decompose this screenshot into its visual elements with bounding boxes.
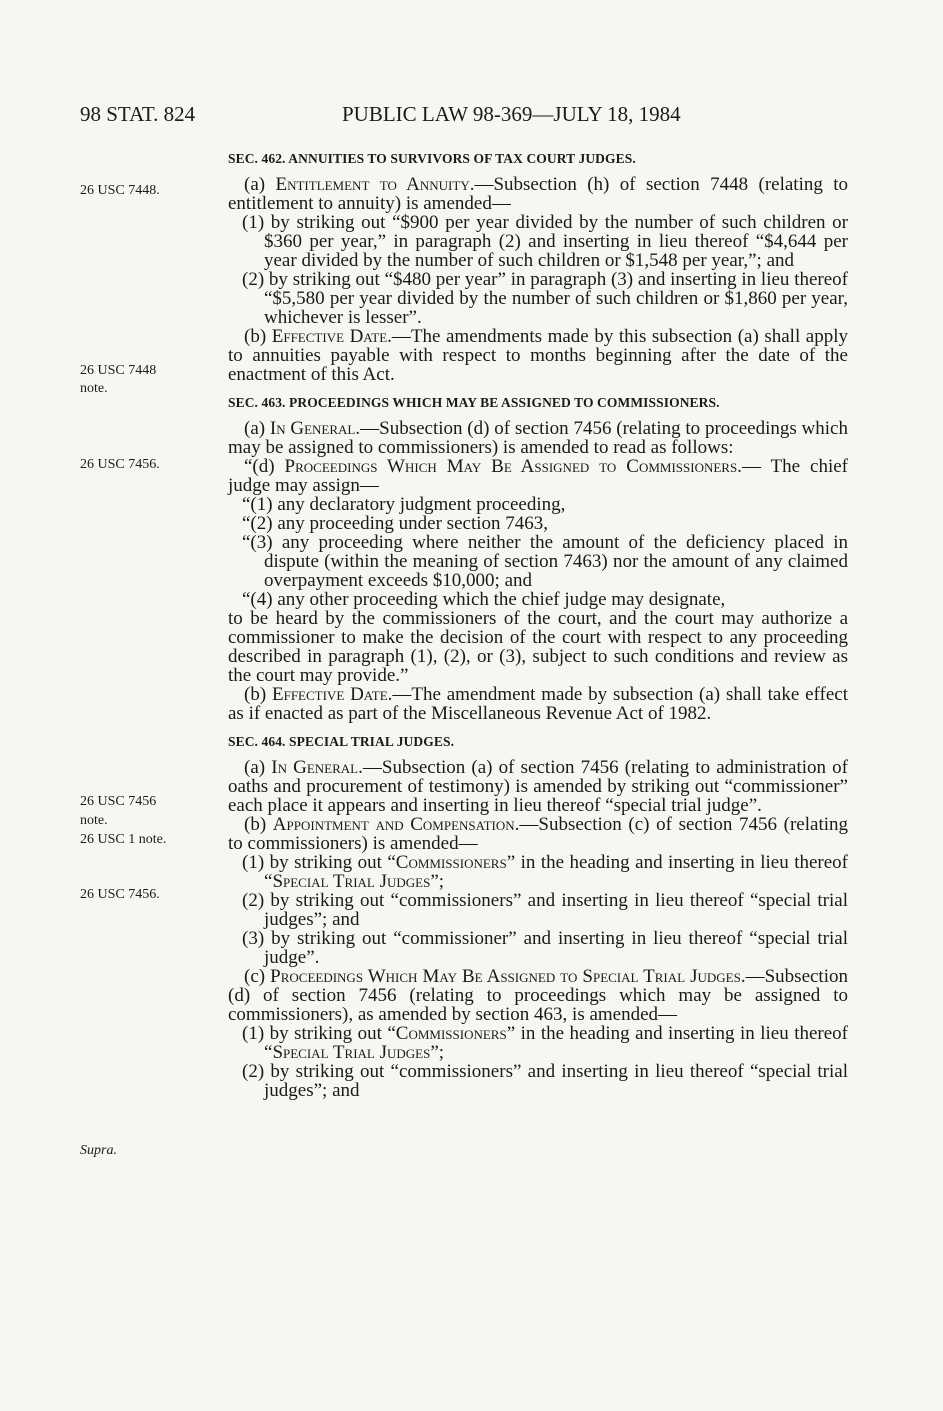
margin-note-26usc7448: 26 USC 7448.	[80, 183, 160, 198]
sec464-subsection-c: (c) Proceedings Which May Be Assigned to Special Trial Judges.—Subsection (d) of section 7456 (relating to proceedings which may be assigned to commissioners), as amended by section 463, is amended—	[228, 966, 848, 1025]
sec462-a-title: Entitlement to Annuity.	[275, 174, 475, 195]
page-header	[80, 102, 730, 132]
sec464-c-item-2: (2) by striking out “commissioners” and inserting in lieu thereof “special trial judges”; and	[242, 1061, 848, 1101]
sec464-b-item-2: (2) by striking out “commissioners” and inserting in lieu thereof “special trial judges”; and	[242, 890, 848, 930]
margin-note-26usc7448-note: 26 USC 7448	[80, 363, 157, 378]
sec462-subsection-b: (b) Effective Date.—The amendments made by this subsection (a) shall apply to annuities payable with respect to months beginning after the date of the enactment of this Act.	[228, 326, 849, 385]
sec463-subsection-b: (b) Effective Date.—The amendment made by subsection (a) shall take effect as if enacted as part of the Miscellaneous Revenue Act of 1982.	[228, 684, 849, 724]
document-body	[228, 150, 848, 1100]
margin-note-26usc7456-b: 26 USC 7456.	[80, 887, 160, 902]
section-462-heading: SEC. 462. ANNUITIES TO SURVIVORS OF TAX COURT JUDGES.	[228, 151, 636, 166]
sec464-b-item-3: (3) by striking out “commissioner” and inserting in lieu thereof “special trial judge”.	[242, 928, 848, 968]
margin-note-note-label: note.	[80, 381, 108, 396]
law-title-date: PUBLIC LAW 98-369—JULY 18, 1984	[342, 102, 681, 126]
sec463-d-item-1: “(1) any declaratory judgment proceeding,	[242, 494, 566, 515]
sec463-d-tail: to be heard by the commissioners of the court, and the court may authorize a commissioner to make the decision of the court with respect to any proceeding described in paragraph (1), (2), or (3), subject to such conditions and review as the court may provide.”	[228, 608, 848, 686]
sec463-subsection-a: (a) In General.—Subsection (d) of section 7456 (relating to proceedings which may be assigned to commissioners) is amended to read as follows:	[228, 418, 848, 458]
section-463-heading: SEC. 463. PROCEEDINGS WHICH MAY BE ASSIGNED TO COMMISSIONERS.	[228, 395, 720, 410]
sec464-c-item-1: (1) by striking out “Commissioners” in the heading and inserting in lieu thereof “Special Trial Judges”;	[242, 1023, 848, 1063]
sec464-b-title: Appointment and Compensation.	[272, 814, 520, 835]
margin-note-26usc1-note: 26 USC 1 note.	[80, 832, 167, 847]
sec462-a-item-1: (1) by striking out “$900 per year divided by the number of such children or $360 per year,” in paragraph (2) and inserting in lieu thereof “$4,644 per year divided by the number of such children or $1,548 per year,”; and	[242, 212, 848, 271]
sec464-subsection-a: (a) In General.—Subsection (a) of section 7456 (relating to administration of oaths and procurement of testimony) is amended by striking out “commissioner” each place it appears and inserting in lieu thereof “special trial judge”.	[228, 757, 848, 816]
sec464-subsection-b: (b) Appointment and Compensation.—Subsection (c) of section 7456 (relating to commissioners) is amended—	[228, 814, 848, 854]
sec464-c-title: Proceedings Which May Be Assigned to Special Trial Judges.	[270, 966, 746, 987]
statute-page-number: 98 STAT. 824	[80, 102, 196, 126]
margin-note-26usc7456: 26 USC 7456.	[80, 457, 160, 472]
sec464-a-title: In General.	[271, 757, 363, 778]
sec463-b-title: Effective Date.	[271, 684, 393, 705]
sec463-a-title: In General.	[269, 418, 361, 439]
sec464-b-item-1: (1) by striking out “Commissioners” in the heading and inserting in lieu thereof “Special Trial Judges”;	[242, 852, 848, 892]
margin-note-supra: Supra.	[80, 1143, 117, 1158]
margin-note-note-label-2: note.	[80, 813, 108, 828]
sec462-b-title: Effective Date.	[271, 326, 392, 347]
margin-note-26usc7456-note: 26 USC 7456	[80, 794, 157, 809]
sec462-subsection-a: (a) Entitlement to Annuity.—Subsection (h) of section 7448 (relating to entitlement to annuity) is amended—	[228, 174, 848, 214]
sec462-a-item-2: (2) by striking out “$480 per year” in paragraph (3) and inserting in lieu thereof “$5,580 per year divided by the number of such children or $1,860 per year, whichever is lesser”.	[242, 269, 848, 328]
sec463-d-item-2: “(2) any proceeding under section 7463,	[242, 513, 549, 534]
sec463-subsection-d: “(d) Proceedings Which May Be Assigned to Commissioners.— The chief judge may assign—	[228, 456, 849, 496]
sec463-d-item-4: “(4) any other proceeding which the chief judge may designate,	[242, 589, 726, 610]
sec463-d-item-3: “(3) any proceeding where neither the amount of the deficiency placed in dispute (within the meaning of section 7463) nor the amount of any claimed overpayment exceeds $10,000; and	[242, 532, 848, 591]
section-464-heading: SEC. 464. SPECIAL TRIAL JUDGES.	[228, 734, 455, 749]
sec463-d-title: Proceedings Which May Be Assigned to Commissioners.	[284, 456, 742, 477]
